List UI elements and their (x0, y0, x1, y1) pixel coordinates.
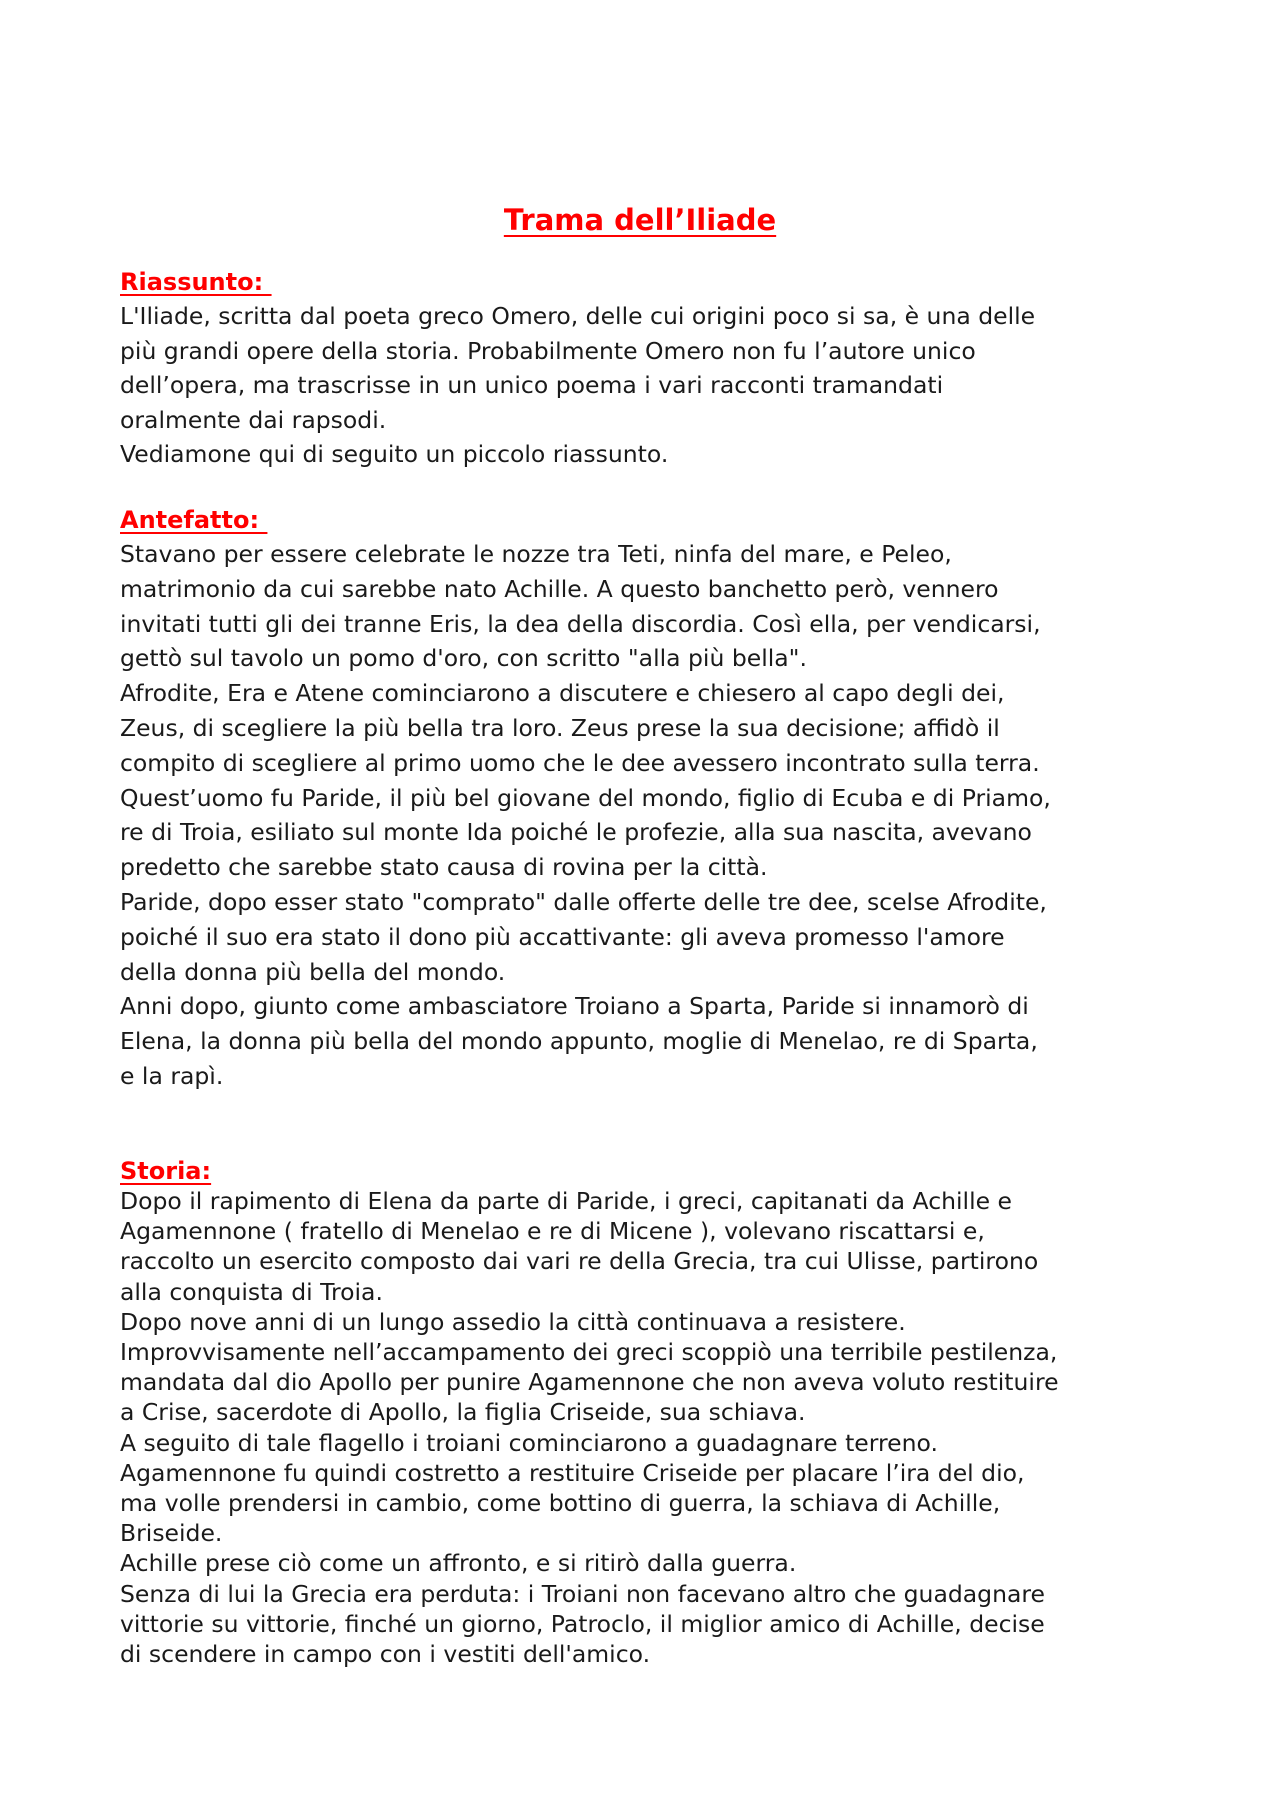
paragraph-line: predetto che sarebbe stato causa di rovina per la città. (120, 853, 768, 882)
section-heading-storia: Storia: (120, 1157, 212, 1185)
section-antefatto (120, 503, 1180, 1094)
paragraph-line: Dopo nove anni di un lungo assedio la città continuava a resistere. (120, 1307, 906, 1336)
paragraph-line: Agamennone ( fratello di Menelao e re di Micene ), volevano riscattarsi e, (120, 1217, 985, 1246)
paragraph-line: Paride, dopo esser stato "comprato" dalle offerte delle tre dee, scelse Afrodite, (120, 887, 1047, 916)
paragraph-line: e la rapì. (120, 1061, 224, 1090)
paragraph-line: Anni dopo, giunto come ambasciatore Troiano a Sparta, Paride si innamorò di (120, 992, 1029, 1021)
paragraph-line: L'Iliade, scritta dal poeta greco Omero, delle cui origini poco si sa, è una delle (120, 302, 1036, 330)
paragraph-line: invitati tutti gli dei tranne Eris, la dea della discordia. Così ella, per vendicarsi, (120, 609, 1041, 638)
paragraph-line: poiché il suo era stato il dono più accattivante: gli aveva promesso l'amore (120, 922, 1005, 951)
paragraph-line: Briseide. (120, 1519, 223, 1548)
paragraph-line: Vediamone qui di seguito un piccolo riassunto. (120, 440, 669, 469)
paragraph-line: a Crise, sacerdote di Apollo, la figlia Criseide, sua schiava. (120, 1398, 806, 1427)
page-title: Trama dell’Iliade (503, 203, 777, 237)
paragraph-line: mandata dal dio Apollo per punire Agamennone che non aveva voluto restituire (120, 1368, 1059, 1397)
section-heading-antefatto: Antefatto: (120, 506, 268, 534)
section-storia (120, 1156, 1180, 1669)
section-heading-riassunto: Riassunto: (120, 268, 272, 296)
paragraph-line: alla conquista di Troia. (120, 1277, 383, 1306)
paragraph-line: Achille prese ciò come un affronto, e si ritirò dalla guerra. (120, 1549, 797, 1578)
paragraph-line: Afrodite, Era e Atene cominciarono a discutere e chiesero al capo degli dei, (120, 679, 1005, 708)
paragraph-line: re di Troia, esiliato sul monte Ida poiché le profezie, alla sua nascita, avevano (120, 818, 1032, 847)
section-riassunto (120, 265, 1180, 472)
paragraph-line: raccolto un esercito composto dai vari re della Grecia, tra cui Ulisse, partirono (120, 1247, 1039, 1276)
paragraph-line: più grandi opere della storia. Probabilmente Omero non fu l’autore unico (120, 336, 976, 365)
paragraph-line: di scendere in campo con i vestiti dell'amico. (120, 1640, 651, 1669)
paragraph-line: della donna più bella del mondo. (120, 957, 506, 986)
paragraph-line: A seguito di tale flagello i troiani cominciarono a guadagnare terreno. (120, 1428, 938, 1457)
paragraph-line: oralmente dai rapsodi. (120, 405, 387, 434)
paragraph-line: Agamennone fu quindi costretto a restituire Criseide per placare l’ira del dio, (120, 1458, 1025, 1487)
paragraph-line: Senza di lui la Grecia era perduta: i Troiani non facevano altro che guadagnare (120, 1579, 1045, 1608)
paragraph-line: Improvvisamente nell’accampamento dei greci scoppiò una terribile pestilenza, (120, 1338, 1058, 1367)
paragraph-line: gettò sul tavolo un pomo d'oro, con scritto "alla più bella". (120, 644, 807, 673)
paragraph-line: Zeus, di scegliere la più bella tra loro. Zeus prese la sua decisione; affidò il (120, 713, 1000, 742)
paragraph-line: vittorie su vittorie, finché un giorno, Patroclo, il miglior amico di Achille, decise (120, 1609, 1045, 1638)
paragraph-line: Stavano per essere celebrate le nozze tra Teti, ninfa del mare, e Peleo, (120, 540, 952, 568)
paragraph-line: compito di scegliere al primo uomo che le dee avessero incontrato sulla terra. (120, 748, 1040, 777)
paragraph-line: ma volle prendersi in cambio, come bottino di guerra, la schiava di Achille, (120, 1489, 1001, 1518)
paragraph-line: Elena, la donna più bella del mondo appunto, moglie di Menelao, re di Sparta, (120, 1027, 1038, 1056)
paragraph-line: Dopo il rapimento di Elena da parte di Paride, i greci, capitanati da Achille e (120, 1187, 1012, 1215)
paragraph-line: matrimonio da cui sarebbe nato Achille. A questo banchetto però, vennero (120, 574, 999, 603)
paragraph-line: Quest’uomo fu Paride, il più bel giovane del mondo, figlio di Ecuba e di Priamo, (120, 783, 1051, 812)
paragraph-line: dell’opera, ma trascrisse in un unico poema i vari racconti tramandati (120, 371, 944, 400)
